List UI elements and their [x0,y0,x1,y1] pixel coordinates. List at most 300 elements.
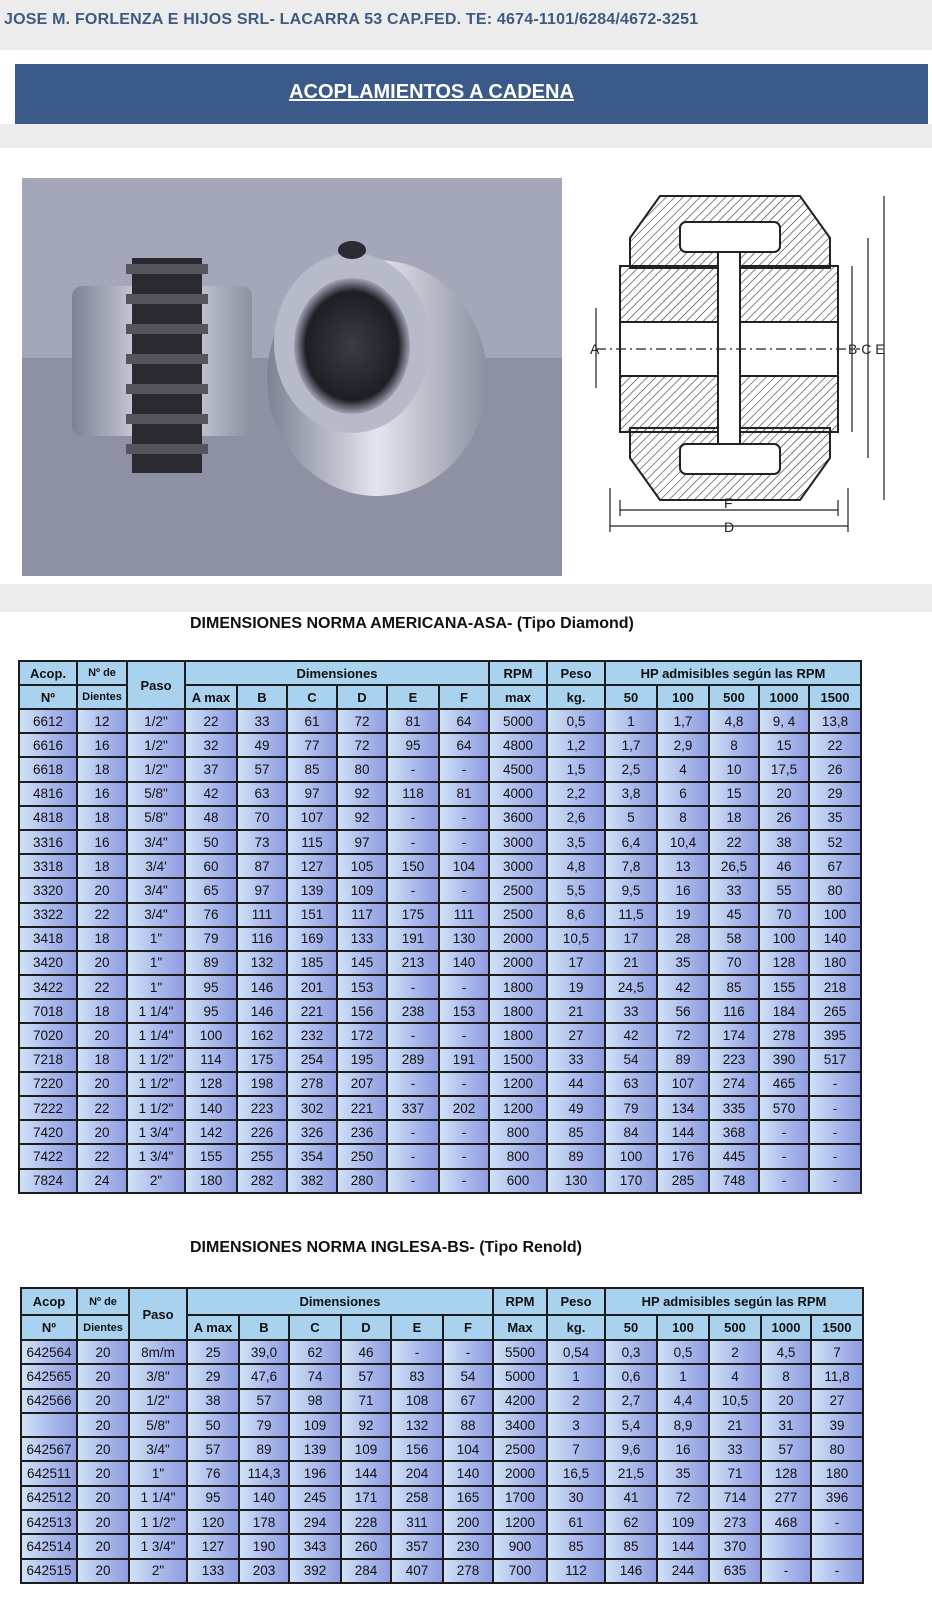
table-cell: 258 [391,1486,443,1510]
col-paso: Paso [129,1288,187,1340]
table-cell: 8,9 [657,1413,709,1437]
table-cell: 81 [439,782,489,806]
table-cell: 146 [237,999,287,1023]
table-cell: 171 [341,1486,391,1510]
table-cell: 20 [77,1340,129,1364]
table-cell: 132 [391,1413,443,1437]
table-cell: 81 [387,709,439,733]
table-cell: 12 [77,709,127,733]
table-cell: 57 [239,1389,289,1413]
table-cell: 1 1/2" [127,1048,185,1072]
table-cell: 1" [129,1461,187,1485]
table-cell: 20 [77,1364,129,1388]
table-cell: 2,2 [547,782,605,806]
table-cell: 20 [759,782,809,806]
table-cell: 226 [237,1120,287,1144]
table-cell: 92 [337,782,387,806]
table-cell: 105 [337,854,387,878]
table-cell: 165 [443,1486,493,1510]
table-cell: 65 [185,878,237,902]
table-cell: 27 [811,1389,863,1413]
table-cell: 72 [657,1486,709,1510]
table-cell: - [387,830,439,854]
table-cell: 1" [127,975,185,999]
table-cell: - [387,1169,439,1193]
table-row [19,951,861,975]
table-cell: 1/2" [127,709,185,733]
table-cell: - [761,1559,811,1583]
table-row [19,927,861,951]
table-cell: 6618 [19,757,77,781]
page-title: ACOPLAMIENTOS A CADENA [289,81,574,103]
table-cell: 79 [239,1413,289,1437]
table-cell: 140 [239,1486,289,1510]
table-row [19,806,861,830]
table-row [19,757,861,781]
table-cell: 8,6 [547,903,605,927]
table-cell: 38 [759,830,809,854]
table-cell: 213 [387,951,439,975]
table-cell: 109 [657,1510,709,1534]
table-cell: 95 [185,999,237,1023]
table-cell: 11,8 [811,1364,863,1388]
table-cell: 156 [337,999,387,1023]
table-cell: 95 [187,1486,239,1510]
table-cell: 278 [759,1023,809,1047]
table-cell: 146 [605,1559,657,1583]
table-cell: 265 [809,999,861,1023]
table-cell: 2000 [493,1461,547,1485]
table-cell: 71 [709,1461,761,1485]
table-cell: 146 [237,975,287,999]
table-cell: 83 [391,1364,443,1388]
table-cell: 33 [237,709,287,733]
table-cell: 244 [657,1559,709,1583]
table-cell: 175 [237,1048,287,1072]
table-cell: 18 [77,806,127,830]
table-cell: 20 [77,1023,127,1047]
table-cell: 169 [287,927,337,951]
table-cell: 18 [77,757,127,781]
table-row [19,1120,861,1144]
table-cell: 5/8" [127,806,185,830]
table-cell: 10,4 [657,830,709,854]
table-cell: 7,8 [605,854,657,878]
table-cell: 2" [127,1169,185,1193]
table-cell: 255 [237,1144,287,1168]
table-cell: 642511 [21,1461,77,1485]
table-cell: - [443,1340,493,1364]
table-cell: 7020 [19,1023,77,1047]
table-cell: 7420 [19,1120,77,1144]
table-cell: 3000 [489,854,547,878]
table-cell: - [387,1120,439,1144]
table-cell: 289 [387,1048,439,1072]
table-cell: 3 [547,1413,605,1437]
table-cell: 184 [759,999,809,1023]
table-cell: 44 [547,1072,605,1096]
table-cell: 280 [337,1169,387,1193]
table-cell: 25 [187,1340,239,1364]
col-rpm-max: Max [493,1315,547,1340]
table-cell: 1/2" [127,733,185,757]
table-cell: 88 [443,1413,493,1437]
table-cell: 6 [657,782,709,806]
table-cell: 4 [709,1364,761,1388]
table-cell: 112 [547,1559,605,1583]
table-cell: 58 [709,927,759,951]
table-cell: 3320 [19,878,77,902]
table-cell: - [387,1144,439,1168]
table-cell: 97 [287,782,337,806]
table-cell: 128 [761,1461,811,1485]
table-cell: 33 [709,878,759,902]
coupling-photo [22,178,562,576]
col-dimensiones: Dimensiones [187,1288,493,1315]
table-cell: 140 [809,927,861,951]
col-d: D [337,685,387,709]
table-cell: 16 [77,830,127,854]
table-cell: 24 [77,1169,127,1193]
table-cell: 13 [657,854,709,878]
table-cell: 1200 [493,1510,547,1534]
table-cell: 22 [185,709,237,733]
table-cell: 22 [709,830,759,854]
table-cell: 3418 [19,927,77,951]
col-acop-no: Nº [21,1315,77,1340]
table-cell: 17 [605,927,657,951]
table-cell: 134 [657,1096,709,1120]
table-cell: 18 [77,854,127,878]
table-cell: 55 [759,878,809,902]
table-cell: 111 [439,903,489,927]
table-cell: 30 [547,1486,605,1510]
table-cell: 0,6 [605,1364,657,1388]
table-cell: 228 [341,1510,391,1534]
table-cell: 2 [709,1340,761,1364]
table-cell: - [387,975,439,999]
table-cell: 4818 [19,806,77,830]
divider [0,584,932,612]
table-cell: 104 [443,1437,493,1461]
col-hp: HP admisibles según las RPM [605,1288,863,1315]
table-cell: 900 [493,1534,547,1558]
table-cell: 20 [77,1486,129,1510]
table-cell: 3,8 [605,782,657,806]
table-cell: 11,5 [605,903,657,927]
table-cell: 800 [489,1144,547,1168]
table-row [21,1534,863,1558]
table-cell: 2000 [489,951,547,975]
table-cell [811,1534,863,1558]
bs-section-title: DIMENSIONES NORMA INGLESA-BS- (Tipo Renold) [190,1239,582,1256]
table-cell [21,1413,77,1437]
col-a-max: A max [185,685,237,709]
col-acop: Acop [21,1288,77,1315]
table-cell: 21 [605,951,657,975]
table-cell: 1 1/4" [127,1023,185,1047]
table-cell: 445 [709,1144,759,1168]
table-cell: 278 [287,1072,337,1096]
table-cell: 201 [287,975,337,999]
table-cell: 16 [657,878,709,902]
table-cell: 7422 [19,1144,77,1168]
table-cell: 200 [443,1510,493,1534]
table-cell: 20 [77,1072,127,1096]
table-cell: 204 [391,1461,443,1485]
table-cell: 2 [547,1389,605,1413]
table-cell: - [387,1072,439,1096]
table-cell: 28 [657,927,709,951]
table-cell: 130 [439,927,489,951]
table-cell: 22 [77,903,127,927]
table-cell: 2,7 [605,1389,657,1413]
col-acop: Acop. [19,661,77,685]
table-cell: 100 [809,903,861,927]
table-cell: 203 [239,1559,289,1583]
table-cell: - [759,1144,809,1168]
table-cell: 100 [759,927,809,951]
col-e: E [387,685,439,709]
table-cell: 1800 [489,1023,547,1047]
table-cell: - [387,1023,439,1047]
col-peso: Peso [547,661,605,685]
table-cell: 85 [287,757,337,781]
table-cell: 29 [809,782,861,806]
table-cell: 22 [77,1144,127,1168]
table-cell: 64 [439,733,489,757]
col-e: E [391,1315,443,1340]
table-cell: 7218 [19,1048,77,1072]
table-cell: 52 [809,830,861,854]
table-cell: 140 [185,1096,237,1120]
table-cell: - [439,1120,489,1144]
table-cell: 39,0 [239,1340,289,1364]
bs-table [20,1287,864,1584]
table-cell: 190 [239,1534,289,1558]
table-cell: 0,3 [605,1340,657,1364]
table-cell: 72 [337,709,387,733]
table-cell: 18 [77,999,127,1023]
table-cell: 85 [709,975,759,999]
table-cell: 642564 [21,1340,77,1364]
table-cell: 54 [605,1048,657,1072]
table-cell: 3/8" [129,1364,187,1388]
table-cell: 1 1/2" [129,1510,187,1534]
table-cell: 18 [77,1048,127,1072]
table-cell: 6612 [19,709,77,733]
table-cell: 70 [709,951,759,975]
col-f: F [439,685,489,709]
header-strip [0,0,932,50]
table-cell: 2500 [489,878,547,902]
table-cell: 1,2 [547,733,605,757]
table-cell: 29 [187,1364,239,1388]
table-cell: 16 [657,1437,709,1461]
table-cell: 62 [605,1510,657,1534]
table-cell: 85 [547,1534,605,1558]
table-cell: 230 [443,1534,493,1558]
table-cell: 218 [809,975,861,999]
coupling-photo-illustration [22,178,562,576]
table-cell: 278 [443,1559,493,1583]
table-cell: 127 [187,1534,239,1558]
table-cell: 8 [761,1364,811,1388]
table-cell: 1 3/4" [129,1534,187,1558]
table-row [19,975,861,999]
table-cell: 118 [387,782,439,806]
table-cell: 1 3/4" [127,1120,185,1144]
table-cell: 176 [657,1144,709,1168]
technical-drawing [590,188,920,560]
table-cell: 33 [605,999,657,1023]
table-cell: 71 [341,1389,391,1413]
table-cell: 407 [391,1559,443,1583]
table-cell: 9,6 [605,1437,657,1461]
table-cell: 100 [185,1023,237,1047]
table-cell: 4500 [489,757,547,781]
table-cell: 128 [185,1072,237,1096]
table-cell: 517 [809,1048,861,1072]
col-hp-50: 50 [605,685,657,709]
table-cell: 98 [289,1389,341,1413]
table-cell: - [439,806,489,830]
label-d: D [724,519,735,535]
table-cell: 642515 [21,1559,77,1583]
table-cell: 57 [187,1437,239,1461]
company-info: JOSE M. FORLENZA E HIJOS SRL- LACARRA 53 CAP.FED. TE: 4674-1101/6284/4672-3251 [4,11,699,28]
table-cell: 170 [605,1169,657,1193]
table-cell: 13,8 [809,709,861,733]
table-cell: 153 [439,999,489,1023]
table-cell: 282 [237,1169,287,1193]
table-cell: 54 [443,1364,493,1388]
table-cell: - [387,806,439,830]
table-cell: 180 [811,1461,863,1485]
table-cell: 15 [709,782,759,806]
table-cell: 20 [77,1559,129,1583]
table-cell: 178 [239,1510,289,1534]
table-cell: 42 [657,975,709,999]
table-cell: 284 [341,1559,391,1583]
table-cell: 38 [187,1389,239,1413]
table-cell: - [759,1120,809,1144]
table-cell: 382 [287,1169,337,1193]
table-cell: 45 [709,903,759,927]
table-cell: 61 [547,1510,605,1534]
col-c: C [287,685,337,709]
table-cell: 21,5 [605,1461,657,1485]
table-cell: 9, 4 [759,709,809,733]
label-f: F [724,495,733,511]
table-cell: 5/8" [129,1413,187,1437]
table-cell: 5 [605,806,657,830]
table-cell: 223 [237,1096,287,1120]
table-cell: 3420 [19,951,77,975]
table-cell: - [759,1169,809,1193]
table-cell: 1,5 [547,757,605,781]
asa-table [18,660,862,1194]
table-cell: 35 [657,1461,709,1485]
col-paso: Paso [127,661,185,709]
table-cell: 311 [391,1510,443,1534]
table-cell: 642565 [21,1364,77,1388]
table-cell: 1/2" [127,757,185,781]
table-cell: 8m/m [129,1340,187,1364]
col-hp: HP admisibles según las RPM [605,661,861,685]
table-cell: 1 1/2" [127,1072,185,1096]
table-cell: 70 [759,903,809,927]
table-cell: 396 [811,1486,863,1510]
table-cell: 3/4" [129,1437,187,1461]
table-cell: 748 [709,1169,759,1193]
table-cell: 109 [337,878,387,902]
table-cell: 140 [443,1461,493,1485]
table-cell: 196 [289,1461,341,1485]
table-cell: 245 [289,1486,341,1510]
table-cell: 1" [127,951,185,975]
table-cell: 642567 [21,1437,77,1461]
table-cell: 21 [709,1413,761,1437]
table-cell: 26 [759,806,809,830]
table-cell: 180 [809,951,861,975]
table-cell: 117 [337,903,387,927]
table-cell: - [439,830,489,854]
table-cell: 570 [759,1096,809,1120]
table-cell: 156 [391,1437,443,1461]
col-rpm: RPM [493,1288,547,1315]
table-cell: 114 [185,1048,237,1072]
col-hp-1500: 1500 [811,1315,863,1340]
table-cell: 468 [761,1510,811,1534]
table-cell: - [387,878,439,902]
table-cell: 89 [547,1144,605,1168]
table-cell: 1/2" [129,1389,187,1413]
table-cell: 107 [657,1072,709,1096]
table-cell: 465 [759,1072,809,1096]
table-cell: - [811,1510,863,1534]
table-cell: 1 1/4" [127,999,185,1023]
table-cell: 72 [337,733,387,757]
table-cell: 155 [185,1144,237,1168]
table-cell: 175 [387,903,439,927]
table-cell: 76 [185,903,237,927]
table-cell: - [809,1144,861,1168]
table-cell: 7 [547,1437,605,1461]
table-cell: 140 [439,951,489,975]
table-cell: 20 [77,1461,129,1485]
coupling-cross-section [590,188,920,560]
table-cell: 63 [605,1072,657,1096]
table-cell: 139 [287,878,337,902]
table-cell: 1 1/2" [127,1096,185,1120]
table-cell: 72 [657,1023,709,1047]
table-row [21,1559,863,1583]
table-cell: 104 [439,854,489,878]
table-cell: 1200 [489,1072,547,1096]
table-cell: 2500 [493,1437,547,1461]
table-cell: 4200 [493,1389,547,1413]
table-row [19,1048,861,1072]
table-cell: 0,5 [547,709,605,733]
table-cell: 84 [605,1120,657,1144]
table-cell: 6616 [19,733,77,757]
table-cell: 42 [185,782,237,806]
table-cell: 33 [547,1048,605,1072]
table-cell: 108 [391,1389,443,1413]
table-cell: 57 [341,1364,391,1388]
table-cell: 1800 [489,975,547,999]
